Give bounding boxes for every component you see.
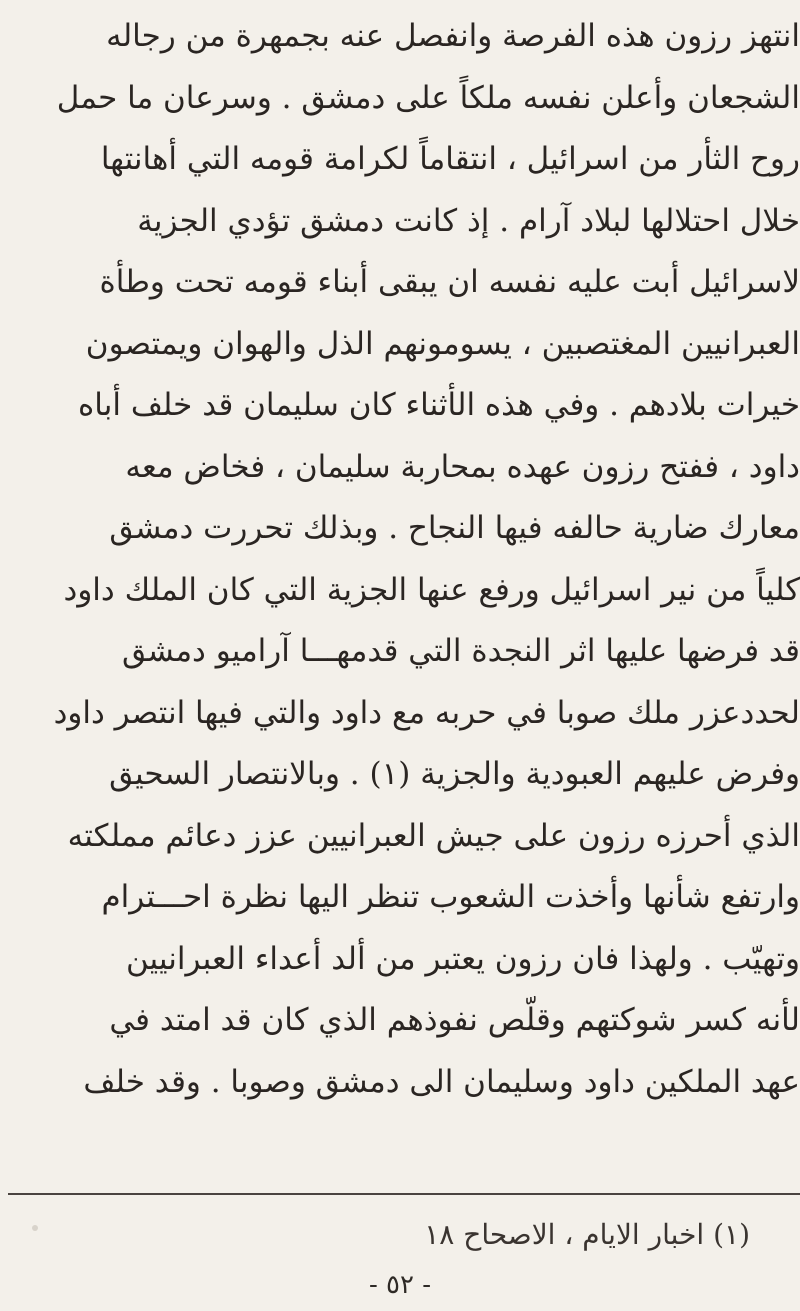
text-line: كلياً من نير اسرائيل ورفع عنها الجزية التي كان الملك داود	[63, 571, 800, 608]
text-line: وتهيّب . ولهذا فان رزون يعتبر من ألد أعداء العبرانيين	[125, 940, 800, 977]
text-line: لحددعزر ملك صوبا في حربه مع داود والتي فيها انتصر داود	[53, 694, 800, 731]
text-line: عهد الملكين داود وسليمان الى دمشق وصوبا . وقد خلف	[83, 1063, 800, 1100]
text-line: خيرات بلادهم . وفي هذه الأثناء كان سليمان قد خلف أباه	[78, 387, 800, 423]
text-line: خلال احتلالها لبلاد آرام . إذ كانت دمشق تؤدي الجزية	[137, 202, 800, 239]
text-line: لاسرائيل أبت عليه نفسه ان يبقى أبناء قومه تحت وطأة	[99, 264, 800, 300]
text-line: روح الثأر من اسرائيل ، انتقاماً لكرامة قومه التي أهانتها	[100, 141, 800, 177]
text-line: الشجعان وأعلن نفسه ملكاً على دمشق . وسرعان ما حمل	[56, 79, 800, 116]
body-text	[0, 6, 800, 1113]
footnote-divider	[8, 1193, 800, 1195]
text-line: وفرض عليهم العبودية والجزية (١) . وبالانتصار السحيق	[109, 756, 800, 792]
text-line: معارك ضارية حالفه فيها النجاح . وبذلك تحررت دمشق	[109, 510, 800, 546]
footnote: (١) اخبار الايام ، الاصحاح ١٨	[424, 1218, 750, 1251]
text-line: انتهز رزون هذه الفرصة وانفصل عنه بجمهرة من رجاله	[106, 18, 800, 54]
text-line: العبرانيين المغتصبين ، يسومونهم الذل والهوان ويمتصون	[85, 325, 800, 362]
text-line: داود ، ففتح رزون عهده بمحاربة سليمان ، فخاض معه	[125, 448, 800, 485]
text-line: وارتفع شأنها وأخذت الشعوب تنظر اليها نظرة احـــترام	[101, 879, 800, 915]
page-number: - ٥٢ -	[368, 1270, 432, 1300]
text-line: الذي أحرزه رزون على جيش العبرانيين عزز دعائم مملكته	[67, 817, 800, 854]
paper-speck	[32, 1225, 38, 1231]
text-line: قد فرضها عليها اثر النجدة التي قدمهـــا آراميو دمشق	[121, 633, 800, 669]
text-line: لأنه كسر شوكتهم وقلّص نفوذهم الذي كان قد امتد في	[109, 1002, 800, 1038]
